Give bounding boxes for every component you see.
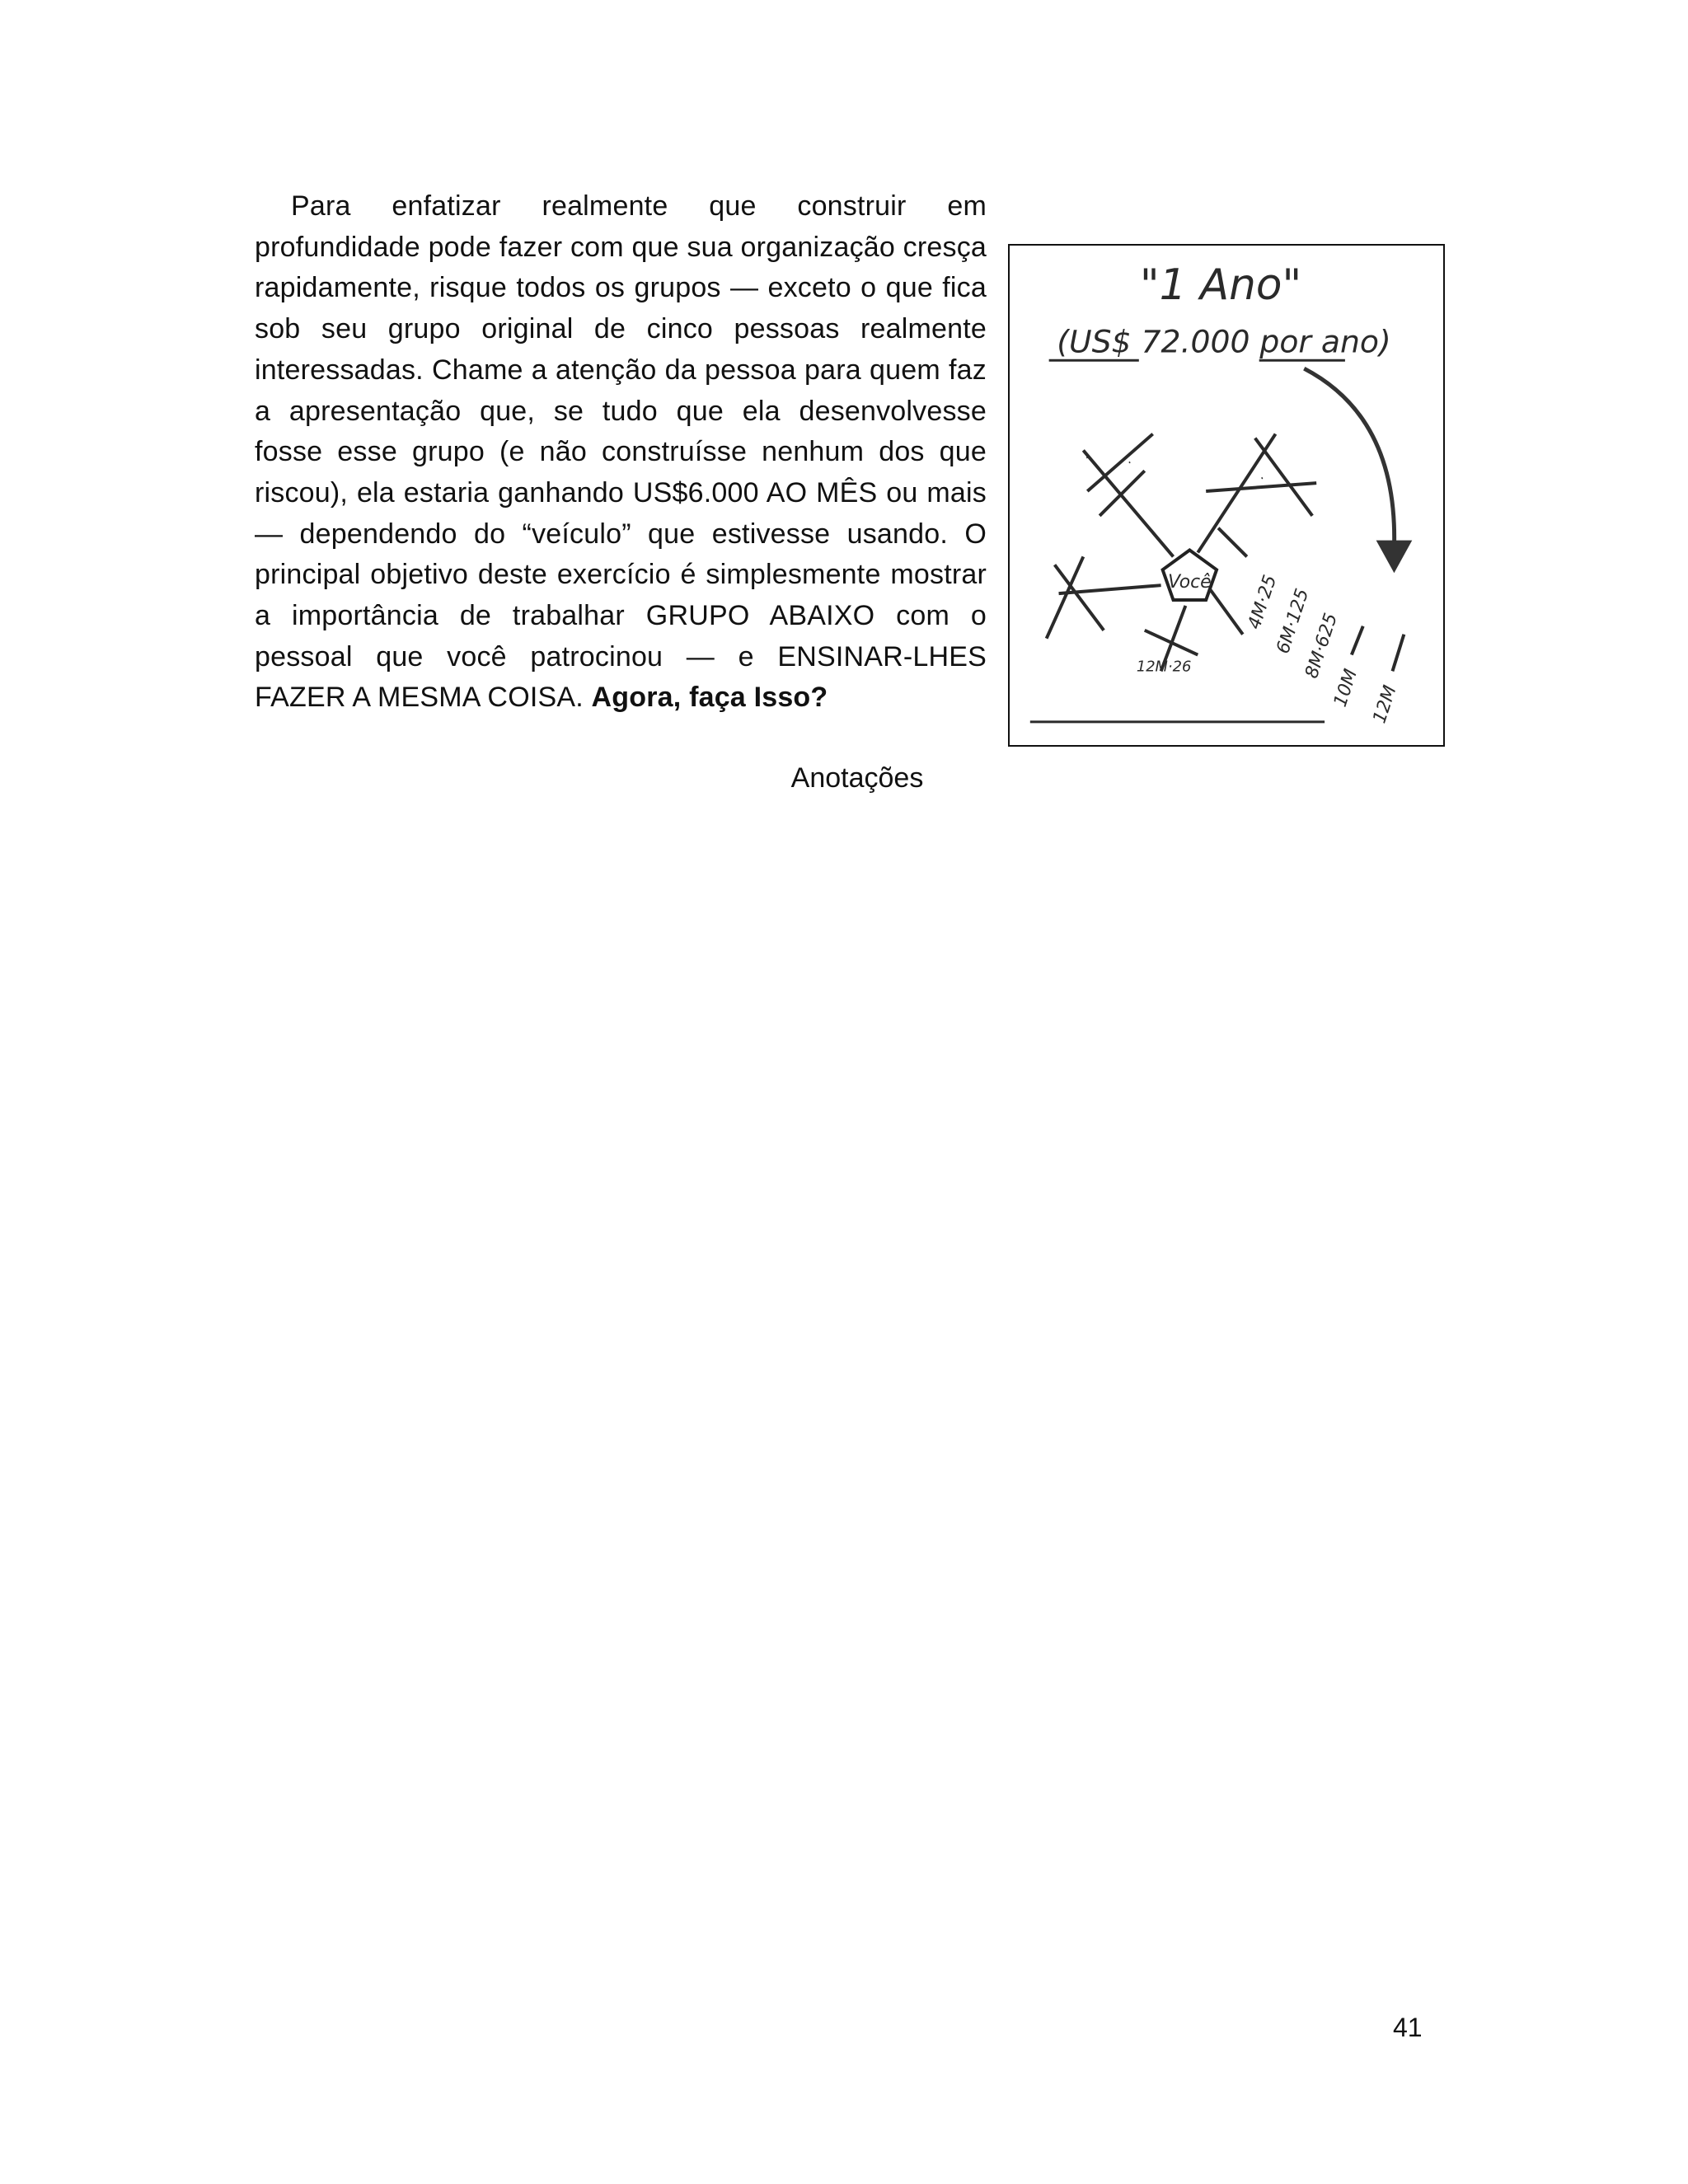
paragraph-text: Para enfatizar realmente que construir em profundidade pode fazer com que sua organização cresça rapidamente, risque todos os grupos — exceto o que fica sob seu grupo original de cinco pessoas realmente interessadas. Chame a atenção da pessoa para quem faz a apresentação que, se tudo que ela desenvolvesse fosse esse grupo (e não construísse nenhum dos que riscou), ela estaria ganhando US$6.000 AO MÊS ou mais — dependendo do “veículo” que estivesse usando. O principal objetivo deste exercício é simplesmente mostrar a importância de trabalhar GRUPO ABAIXO com o pessoal que você patrocinou — e ENSINAR-LHES FAZER A MESMA COISA. [255, 190, 987, 714]
column-labels [1245, 573, 1401, 726]
paragraph-bold-ending: Agora, faça Isso? [591, 682, 828, 714]
body-paragraph [255, 186, 987, 719]
bottom-label: 12M·26 [1136, 658, 1192, 676]
page-number: 41 [1393, 2013, 1423, 2042]
figure-title: "1 Ano" [1139, 260, 1302, 310]
column-dashes [1352, 626, 1404, 672]
column-label: 4M·25 [1244, 572, 1282, 632]
center-label: Você [1168, 572, 1212, 593]
crossed-groups [1047, 434, 1317, 672]
column-label: 8M·625 [1301, 611, 1343, 682]
column-label: 10M [1329, 666, 1362, 710]
hand-drawn-figure [1008, 244, 1445, 747]
column-label: 6M·125 [1273, 586, 1314, 657]
column-label: 12M [1369, 682, 1401, 726]
curved-arrow [1304, 368, 1394, 548]
svg-text:·: · [1255, 471, 1269, 486]
arrow-head-icon [1376, 541, 1413, 574]
svg-text:·: · [1081, 449, 1093, 466]
notes-heading: Anotações [790, 762, 924, 794]
figure-subtitle: (US$ 72.000 por ano) [1057, 323, 1391, 360]
figure-drawing [1010, 246, 1443, 745]
svg-text:·: · [1121, 457, 1137, 469]
